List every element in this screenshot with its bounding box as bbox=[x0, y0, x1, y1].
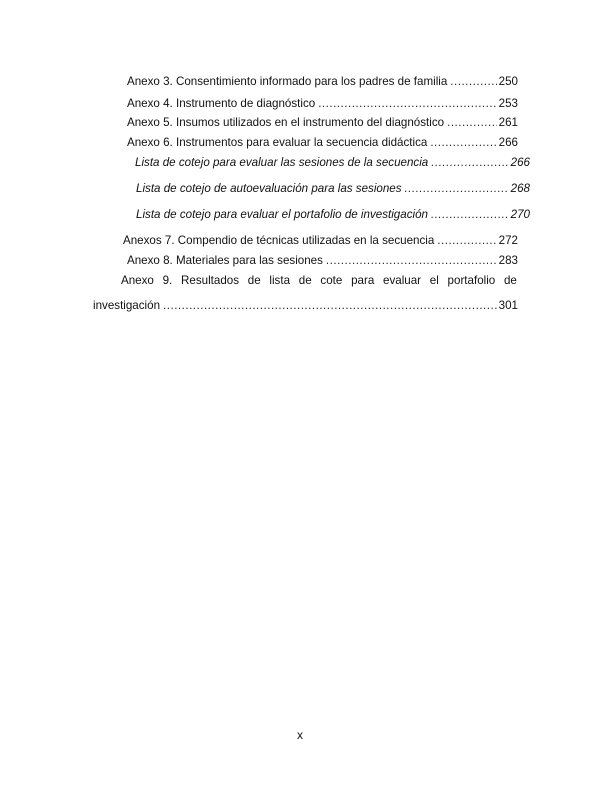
word: cote bbox=[320, 274, 343, 287]
toc-entry-label: Lista de cotejo para evaluar el portafolio de investigación bbox=[136, 208, 428, 221]
toc-entry-anexo-7 bbox=[123, 233, 518, 248]
toc-entry-label: investigación bbox=[93, 299, 161, 312]
toc-entry-label: Anexo 3. Consentimiento informado para los padres de familia bbox=[127, 75, 448, 88]
word: Anexo bbox=[121, 274, 154, 287]
toc-subentry-cotejo-sesiones bbox=[135, 155, 530, 170]
word: de bbox=[247, 274, 261, 287]
toc-entry-page: 268 bbox=[510, 182, 530, 195]
dot-leader bbox=[430, 135, 496, 150]
toc-entry-anexo-8 bbox=[127, 253, 518, 268]
toc-entry-page: 283 bbox=[498, 254, 518, 267]
toc-entry-page: 250 bbox=[498, 75, 518, 88]
dot-leader bbox=[447, 115, 497, 130]
word: portafolio bbox=[447, 274, 496, 287]
toc-subentry-cotejo-autoevaluacion bbox=[136, 181, 530, 196]
dot-leader bbox=[163, 298, 497, 313]
word: de bbox=[503, 274, 517, 287]
dot-leader bbox=[326, 253, 497, 268]
toc-subentry-cotejo-portafolio bbox=[136, 207, 530, 222]
word: el bbox=[429, 274, 439, 287]
toc-entry-label: Anexo 5. Insumos utilizados en el instrumento del diagnóstico bbox=[127, 116, 445, 129]
toc-entry-anexo-9-line-1 bbox=[121, 273, 517, 288]
word: para bbox=[351, 274, 375, 287]
toc-entry-label: Anexos 7. Compendio de técnicas utilizadas en la secuencia bbox=[123, 234, 435, 247]
toc-entry-page: 261 bbox=[498, 116, 518, 129]
toc-entry-label: Lista de cotejo para evaluar las sesiones de la secuencia bbox=[135, 156, 429, 169]
word: 9. bbox=[162, 274, 173, 287]
dot-leader bbox=[431, 207, 509, 222]
toc-entry-page: 266 bbox=[498, 136, 518, 149]
toc-entry-label: Lista de cotejo de autoevaluación para las sesiones bbox=[136, 182, 402, 195]
toc-entry-page: 270 bbox=[510, 208, 530, 221]
toc-entry-anexo-4 bbox=[127, 96, 518, 111]
toc-entry-label: Anexo 8. Materiales para las sesiones bbox=[127, 254, 323, 267]
toc-entry-label: Anexo 4. Instrumento de diagnóstico bbox=[127, 97, 316, 110]
toc-entry-anexo-6 bbox=[127, 135, 518, 150]
dot-leader bbox=[405, 181, 509, 196]
toc-entry-page: 266 bbox=[510, 156, 530, 169]
toc-entry-page: 253 bbox=[498, 97, 518, 110]
page-number: x bbox=[297, 728, 303, 742]
word: Resultados bbox=[181, 274, 240, 287]
dot-leader bbox=[431, 155, 508, 170]
toc-entry-label: Anexo 6. Instrumentos para evaluar la secuencia didáctica bbox=[127, 136, 428, 149]
dot-leader bbox=[318, 96, 496, 111]
dot-leader bbox=[450, 74, 496, 89]
toc-entry-anexo-9-line-2 bbox=[93, 298, 518, 313]
word: lista bbox=[269, 274, 291, 287]
toc-entry-anexo-5 bbox=[127, 115, 518, 130]
dot-leader bbox=[437, 233, 496, 248]
word: evaluar bbox=[383, 274, 422, 287]
toc-entry-page: 301 bbox=[498, 299, 518, 312]
word: de bbox=[298, 274, 312, 287]
toc-entry-page: 272 bbox=[498, 234, 518, 247]
toc-entry-anexo-3 bbox=[127, 74, 518, 89]
